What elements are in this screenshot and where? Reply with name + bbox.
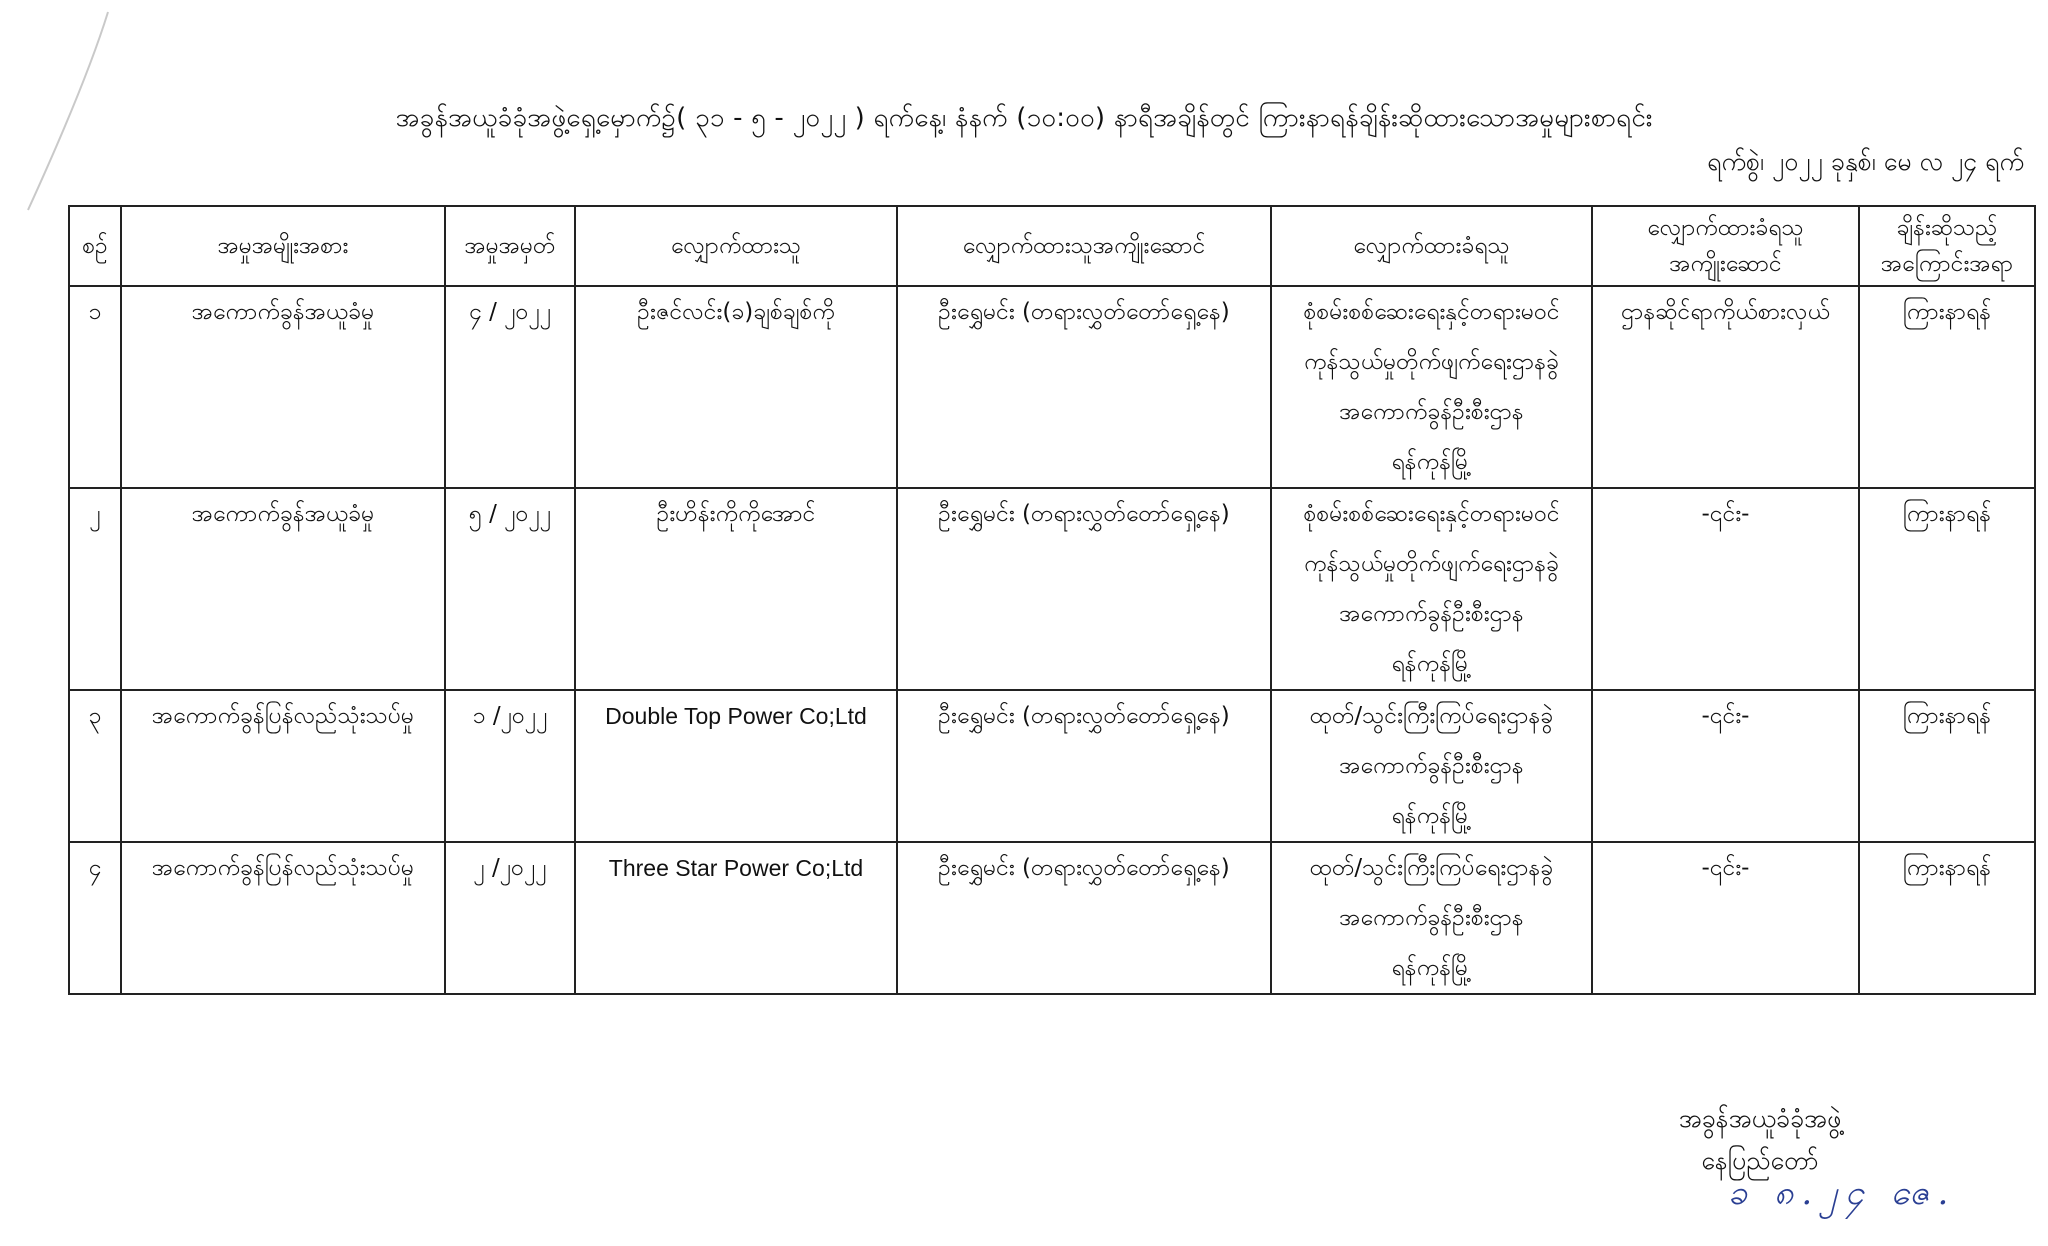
cell-applicant: Three Star Power Co;Ltd xyxy=(575,842,897,994)
cell-applicant-agent: ဦးရွှေမင်း (တရားလွှတ်တော်ရှေ့နေ) xyxy=(897,842,1271,994)
cell-applicant: ဦးဇင်လင်း(ခ)ချစ်ချစ်ကို xyxy=(575,286,897,488)
cell-case-number: ၂ /၂၀၂၂ xyxy=(445,842,575,994)
cell-purpose: ကြားနာရန် xyxy=(1859,488,2035,690)
cell-applicant-agent: ဦးရွှေမင်း (တရားလွှတ်တော်ရှေ့နေ) xyxy=(897,286,1271,488)
handwritten-signature: ခ ၈.၂၄ ဇေ. xyxy=(1728,1173,1957,1213)
document-title: အခွန်အယူခံခုံအဖွဲ့ရှေ့မှောက်၌( ၃၁ - ၅ - ၂၀၂၂ ) ရက်နေ့၊ နံနက် (၁၀:၀၀) နာရီအချိန်တွင် ကြားနာရန်ချိန်းဆိုထားသောအမှုများစာရင်း xyxy=(395,103,1653,133)
cell-case-type: အကောက်ခွန်အယူခံမှု xyxy=(121,488,445,690)
cell-serial: ၂ xyxy=(69,488,121,690)
cell-purpose: ကြားနာရန် xyxy=(1859,842,2035,994)
respondent-line: အကောက်ခွန်ဦးစီးဌာန xyxy=(1339,905,1524,931)
table-header-row xyxy=(69,206,2035,286)
cell-purpose: ကြားနာရန် xyxy=(1859,690,2035,842)
cell-applicant-agent: ဦးရွှေမင်း (တရားလွှတ်တော်ရှေ့နေ) xyxy=(897,488,1271,690)
cell-respondent-agent: -၎င်း- xyxy=(1592,690,1859,842)
header-case-number: အမှုအမှတ် xyxy=(445,206,575,286)
respondent-line: ရန်ကုန်မြို့ xyxy=(1391,955,1472,981)
respondent-line: ကုန်သွယ်မှုတိုက်ဖျက်ရေးဌာနခွဲ xyxy=(1304,551,1559,577)
respondent-line: အကောက်ခွန်ဦးစီးဌာန xyxy=(1339,601,1524,627)
cell-serial: ၄ xyxy=(69,842,121,994)
cell-applicant-agent: ဦးရွှေမင်း (တရားလွှတ်တော်ရှေ့နေ) xyxy=(897,690,1271,842)
cell-case-type: အကောက်ခွန်ပြန်လည်သုံးသပ်မှု xyxy=(121,690,445,842)
cell-applicant: Double Top Power Co;Ltd xyxy=(575,690,897,842)
cell-applicant: ဦးဟိန်းကိုကိုအောင် xyxy=(575,488,897,690)
header-case-type: အမှုအမျိုးအစား xyxy=(121,206,445,286)
cell-case-type: အကောက်ခွန်ပြန်လည်သုံးသပ်မှု xyxy=(121,842,445,994)
respondent-line: ရန်ကုန်မြို့ xyxy=(1391,651,1472,677)
cell-case-number: ၅ / ၂၀၂၂ xyxy=(445,488,575,690)
respondent-line: ကုန်သွယ်မှုတိုက်ဖျက်ရေးဌာနခွဲ xyxy=(1304,349,1559,375)
issuing-city: နေပြည်တော် xyxy=(1701,1146,1819,1175)
cell-respondent xyxy=(1271,488,1592,690)
issuing-organization: အခွန်အယူခံခုံအဖွဲ့ xyxy=(1678,1104,1842,1133)
cell-respondent-agent: -၎င်း- xyxy=(1592,488,1859,690)
respondent-line: ရန်ကုန်မြို့ xyxy=(1391,449,1472,475)
header-applicant: လျှောက်ထားသူ xyxy=(575,206,897,286)
header-respondent-agent: လျှောက်ထားခံရသူ အကျိုးဆောင် xyxy=(1592,206,1859,286)
cell-case-number: ၁ /၂၀၂၂ xyxy=(445,690,575,842)
cell-serial: ၃ xyxy=(69,690,121,842)
table-row xyxy=(69,286,2035,488)
cell-case-type: အကောက်ခွန်အယူခံမှု xyxy=(121,286,445,488)
header-serial: စဉ် xyxy=(69,206,121,286)
cell-respondent xyxy=(1271,286,1592,488)
respondent-line: စုံစမ်းစစ်ဆေးရေးနှင့်တရားမဝင် xyxy=(1303,299,1560,325)
respondent-line: အကောက်ခွန်ဦးစီးဌာန xyxy=(1339,753,1524,779)
header-respondent: လျှောက်ထားခံရသူ xyxy=(1271,206,1592,286)
cell-serial: ၁ xyxy=(69,286,121,488)
table-row xyxy=(69,690,2035,842)
cell-respondent-agent: -၎င်း- xyxy=(1592,842,1859,994)
header-applicant-agent: လျှောက်ထားသူအကျိုးဆောင် xyxy=(897,206,1271,286)
table-row xyxy=(69,488,2035,690)
respondent-line: အကောက်ခွန်ဦးစီးဌာန xyxy=(1339,399,1524,425)
cell-respondent xyxy=(1271,690,1592,842)
respondent-line: ရန်ကုန်မြို့ xyxy=(1391,803,1472,829)
respondent-line: စုံစမ်းစစ်ဆေးရေးနှင့်တရားမဝင် xyxy=(1303,501,1560,527)
respondent-line: ထုတ်/သွင်းကြီးကြပ်ရေးဌာနခွဲ xyxy=(1309,855,1554,881)
hearing-schedule-table xyxy=(68,205,2036,995)
cell-purpose: ကြားနာရန် xyxy=(1859,286,2035,488)
cell-respondent xyxy=(1271,842,1592,994)
cell-case-number: ၄ / ၂၀၂၂ xyxy=(445,286,575,488)
cell-respondent-agent: ဌာနဆိုင်ရာကိုယ်စားလှယ် xyxy=(1592,286,1859,488)
document-date: ရက်စွဲ၊ ၂၀၂၂ ခုနှစ်၊ မေ လ ၂၄ ရက် xyxy=(1707,147,2024,176)
header-purpose: ချိန်းဆိုသည့် အကြောင်းအရာ xyxy=(1859,206,2035,286)
respondent-line: ထုတ်/သွင်းကြီးကြပ်ရေးဌာနခွဲ xyxy=(1309,703,1554,729)
table-row xyxy=(69,842,2035,994)
